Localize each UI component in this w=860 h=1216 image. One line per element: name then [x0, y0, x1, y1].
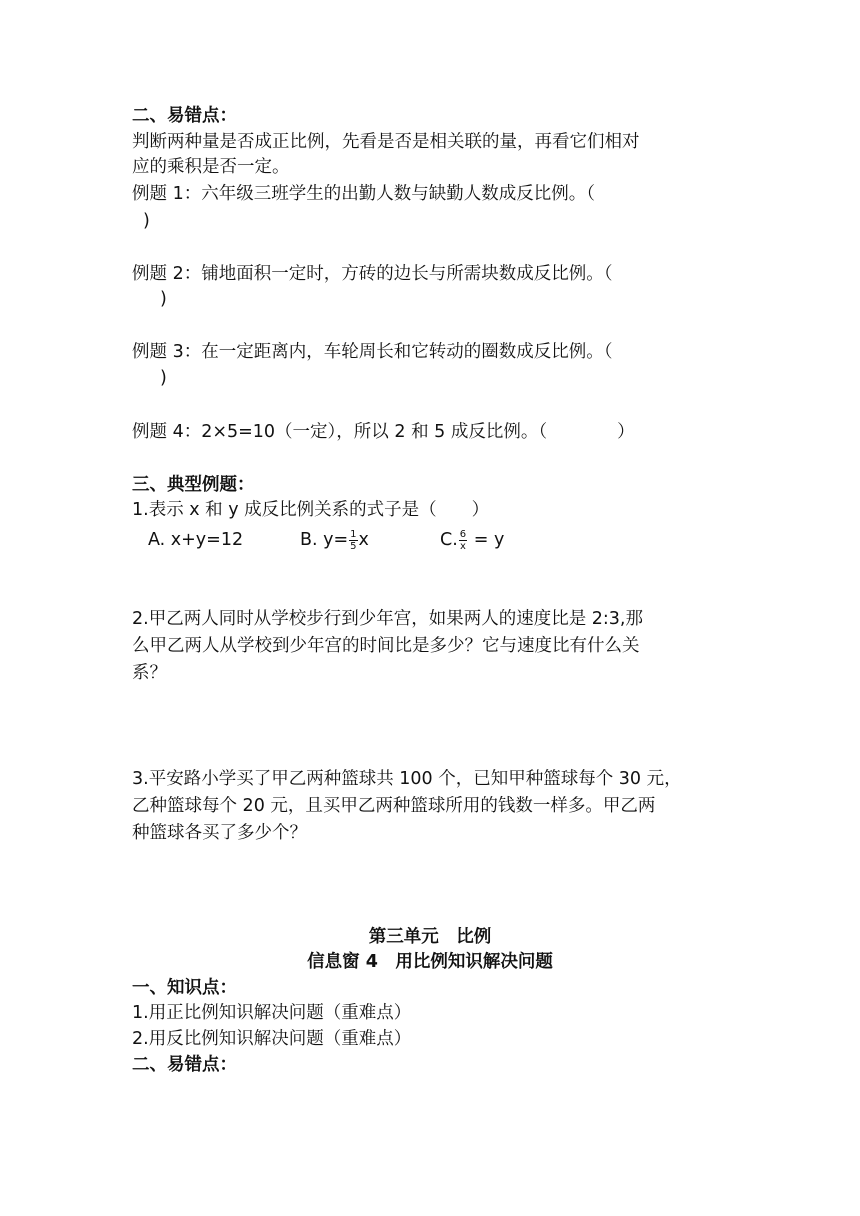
option-c [440, 528, 504, 552]
example-2-text: 例题 2：铺地面积一定时，方砖的边长与所需块数成反比例。（ [132, 264, 613, 284]
option-c-suffix: = y [468, 530, 505, 550]
option-b-fraction [349, 529, 357, 552]
rule-text-line1: 判断两种量是否成正比例，先看是否是相关联的量，再看它们相对 [132, 132, 640, 152]
example-3-bracket: ) [160, 368, 167, 388]
section-heading-mistakes-2: 二、易错点： [132, 1055, 237, 1075]
option-c-denominator: x [460, 540, 466, 552]
knowledge-point-1: 1.用正比例知识解决问题（重难点） [132, 1003, 412, 1023]
rule-text-line2: 应的乘积是否一定。 [132, 157, 290, 177]
question-3-line3: 种篮球各买了多少个？ [132, 823, 307, 843]
example-1-text: 例题 1：六年级三班学生的出勤人数与缺勤人数成反比例。（ [132, 184, 595, 204]
option-a: A. x+y=12 [148, 530, 244, 550]
question-3-line1: 3.平安路小学买了甲乙两种篮球共 100 个，已知甲种篮球每个 30 元， [132, 769, 682, 789]
unit-subtitle: 信息窗 4 用比例知识解决问题 [307, 952, 553, 972]
question-2-line3: 系？ [132, 663, 167, 683]
example-1-bracket: ) [143, 211, 150, 231]
question-2-line2: 么甲乙两人从学校到少年宫的时间比是多少？它与速度比有什么关 [132, 636, 640, 656]
question-1-text: 1.表示 x 和 y 成反比例关系的式子是（ ） [132, 500, 490, 520]
example-3-text: 例题 3：在一定距离内，车轮周长和它转动的圈数成反比例。（ [132, 342, 613, 362]
example-4-text: 例题 4：2×5=10（一定），所以 2 和 5 成反比例。（ ） [132, 422, 635, 442]
option-c-numerator: 6 [459, 528, 467, 540]
option-b-prefix: B. y= [300, 530, 349, 550]
option-c-fraction [459, 529, 467, 552]
option-b-numerator: 1 [350, 528, 357, 540]
example-2-bracket: ) [160, 289, 167, 309]
question-2-line1: 2.甲乙两人同时从学校步行到少年宫，如果两人的速度比是 2:3,那 [132, 609, 643, 629]
knowledge-point-2: 2.用反比例知识解决问题（重难点） [132, 1029, 412, 1049]
option-b-denominator: 5 [350, 540, 357, 552]
option-b-suffix: x [358, 530, 369, 550]
option-b [300, 528, 369, 552]
question-3-line2: 乙种篮球每个 20 元，且买甲乙两种篮球所用的钱数一样多。甲乙两 [132, 796, 656, 816]
unit-title: 第三单元 比例 [368, 927, 492, 947]
option-c-prefix: C. [440, 530, 458, 550]
section-heading-knowledge: 一、知识点： [132, 978, 237, 998]
section-heading-mistakes: 二、易错点： [132, 106, 237, 126]
section-heading-typical: 三、典型例题： [132, 475, 255, 495]
